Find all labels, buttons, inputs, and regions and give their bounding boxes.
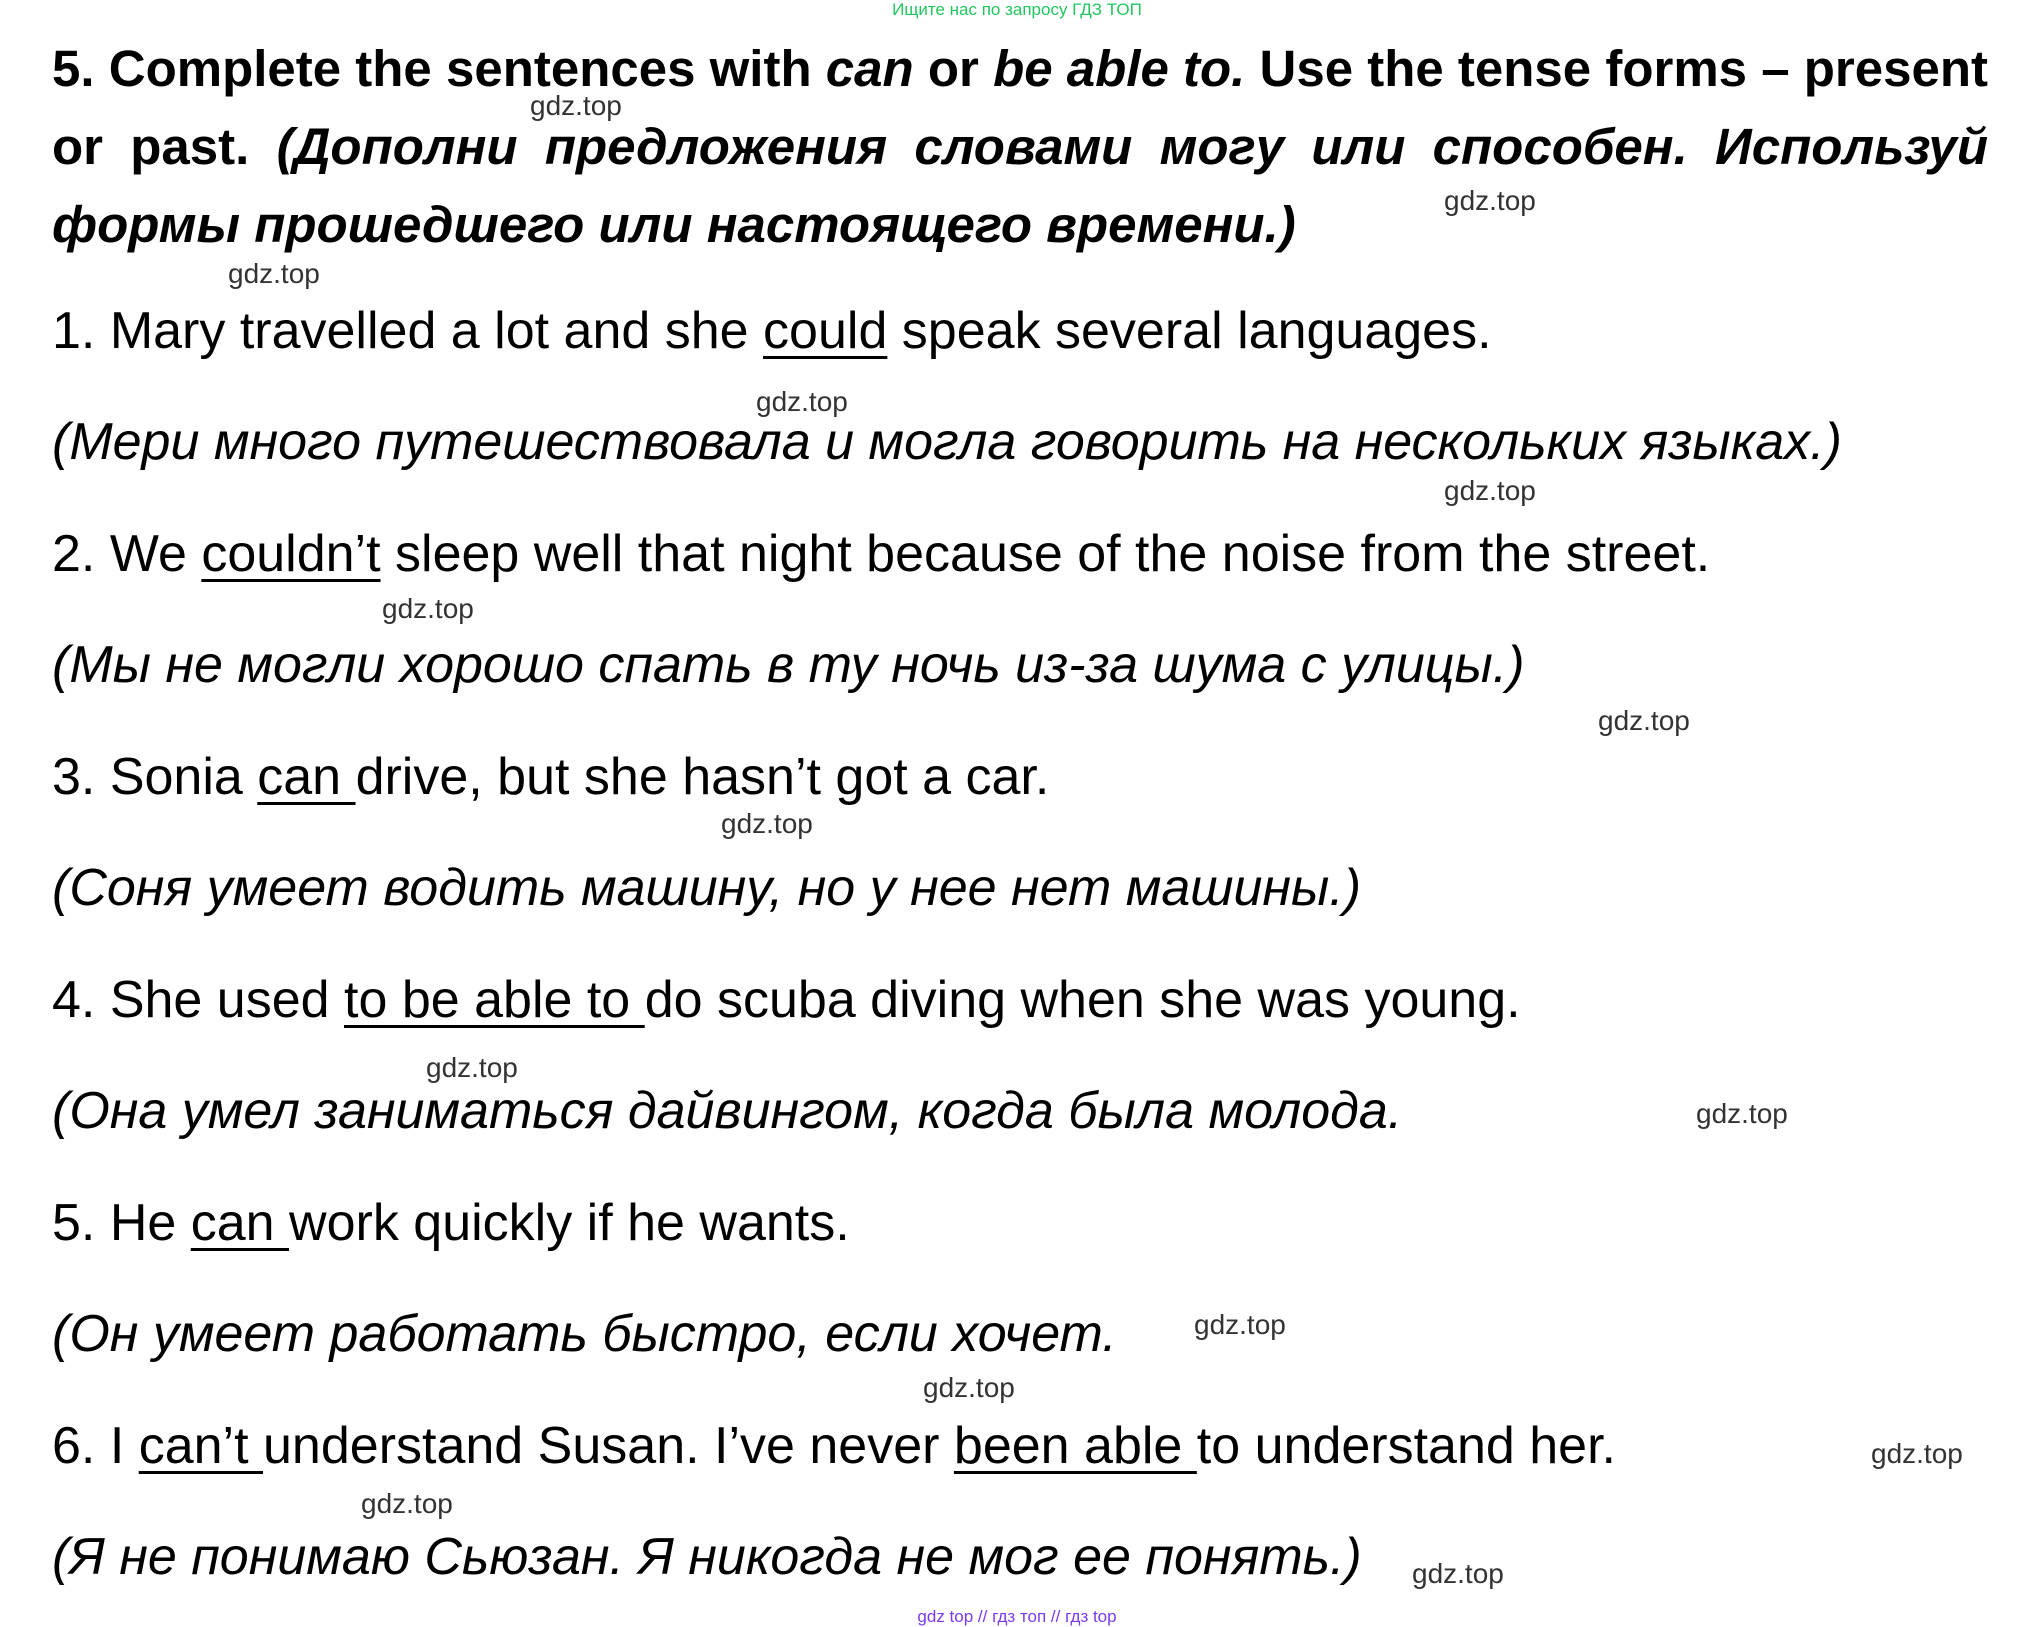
watermark: gdz.top: [382, 593, 474, 624]
watermark: gdz.top: [228, 258, 320, 289]
task-translation: (Дополни предложения словами могу или способен. Используй формы прошедшего или настоящего времени.): [52, 118, 1988, 253]
sentence-3-post: drive, but she hasn’t got a car.: [355, 748, 1050, 806]
sentence-6: [52, 1416, 1616, 1476]
watermark: gdz.top: [426, 1052, 518, 1083]
top-search-note: Ищите нас по запросу ГДЗ ТОП: [892, 0, 1142, 19]
watermark: gdz.top: [721, 808, 813, 839]
task-heading: [52, 30, 1988, 264]
watermark: gdz.top: [1444, 185, 1536, 216]
translation-5: (Он умеет работать быстро, если хочет.: [52, 1305, 1117, 1363]
translation-6: (Я не понимаю Сьюзан. Я никогда не мог ее понять.): [52, 1528, 1362, 1586]
task-word-be-able-to: be able to.: [993, 40, 1246, 97]
translation-1: (Мери много путешествовала и могла говорить на нескольких языках.): [52, 413, 1842, 471]
sentence-3-answer: can: [257, 748, 356, 806]
sentence-5-post: work quickly if he wants.: [289, 1194, 850, 1252]
sentence-6-mid: understand Susan. I’ve never: [263, 1417, 954, 1475]
sentence-2-answer: couldn’t: [201, 525, 381, 583]
sentence-2-pre: 2. We: [52, 525, 202, 583]
watermark: gdz.top: [1194, 1309, 1286, 1340]
sentence-3: [52, 747, 1049, 807]
sentence-1-answer: could: [763, 302, 888, 360]
sentence-2: [52, 524, 1710, 584]
watermark: gdz.top: [1412, 1558, 1504, 1589]
sentence-4-post: do scuba diving when she was young.: [644, 971, 1521, 1029]
sentence-6-answer-2: been able: [953, 1417, 1197, 1475]
task-text-part2: Use the tense forms – present or past.: [52, 40, 1989, 175]
task-word-or: or: [913, 40, 994, 97]
watermark: gdz.top: [1696, 1098, 1788, 1129]
translation-3: (Соня умеет водить машину, но у нее нет машины.): [52, 859, 1362, 917]
sentence-5: [52, 1193, 850, 1253]
sentence-4-answer: to be able to: [344, 971, 645, 1029]
translation-4: (Она умел заниматься дайвингом, когда была молода.: [52, 1082, 1403, 1140]
sentence-4: [52, 970, 1521, 1030]
watermark: gdz.top: [361, 1488, 453, 1519]
sentence-5-pre: 5. He: [52, 1194, 191, 1252]
watermark: gdz.top: [1871, 1438, 1963, 1469]
translation-2: (Мы не могли хорошо спать в ту ночь из-за шума с улицы.): [52, 636, 1525, 694]
watermark: gdz.top: [756, 386, 848, 417]
watermark: gdz.top: [923, 1372, 1015, 1403]
sentence-6-pre: 6. I: [52, 1417, 139, 1475]
watermark: gdz.top: [1444, 475, 1536, 506]
sentence-5-answer: can: [190, 1194, 290, 1252]
sentence-1: [52, 301, 1492, 361]
watermark: gdz.top: [530, 90, 622, 121]
footer-watermark: gdz top // гдз топ // гдз top: [917, 1607, 1117, 1626]
sentence-6-post: to understand her.: [1196, 1417, 1616, 1475]
sentence-6-answer-1: can’t: [138, 1417, 264, 1475]
sentence-1-pre: 1. Mary travelled a lot and she: [52, 302, 764, 360]
task-text-part1: Complete the sentences with: [108, 40, 826, 97]
sentence-4-pre: 4. She used: [52, 971, 344, 1029]
task-word-can: can: [825, 40, 914, 97]
sentence-3-pre: 3. Sonia: [52, 748, 258, 806]
watermark: gdz.top: [1598, 705, 1690, 736]
task-number: 5.: [52, 40, 109, 97]
sentence-2-post: sleep well that night because of the noise from the street.: [380, 525, 1711, 583]
sentence-1-post: speak several languages.: [887, 302, 1492, 360]
